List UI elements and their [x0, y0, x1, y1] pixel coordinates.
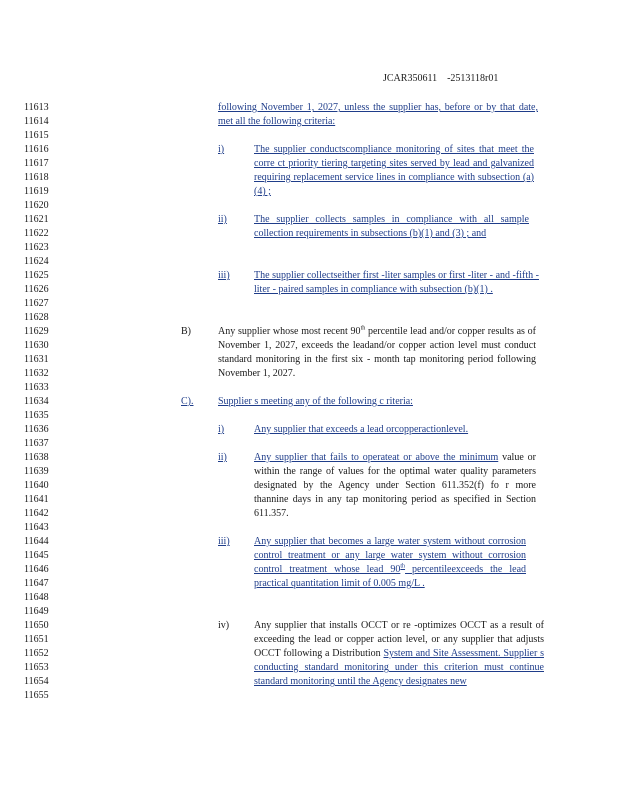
line-number: 11613 [24, 102, 49, 113]
line-number: 11619 [24, 186, 49, 197]
section-b-text-2: percentile lead and/or copper results as of November 1, 2027, exceeds the leadand/or copper action level must conduct standard monitoring in the first six - month tap monitoring period following November 1, 2027. [218, 326, 536, 379]
item-i-marker: i) [218, 144, 225, 155]
c-item-ii-underlined: Any supplier that fails to operateat or above the minimum [254, 452, 499, 463]
c-item-iii-text-1: Any supplier that becomes a large water system without corrosion control treatment or any large water system without corrosion control treatment whose lead 90 [254, 536, 526, 575]
line-number: 11640 [24, 480, 49, 491]
line-number: 11649 [24, 606, 49, 617]
section-c-marker: C). [181, 396, 194, 407]
line-number: 11651 [24, 634, 49, 645]
item-iii-body: The supplier collectseither first -liter samples or first -liter - and -fifth -liter - paired samples in compliance with subsection (b)(1) . [254, 270, 539, 295]
line-number: 11645 [24, 550, 49, 561]
c-item-iii-superscript: th [400, 563, 406, 570]
item-ii-text [254, 213, 529, 241]
line-number: 11655 [24, 690, 49, 701]
line-number: 11627 [24, 298, 49, 309]
line-number: 11631 [24, 354, 49, 365]
line-number: 11628 [24, 312, 49, 323]
section-b-marker: B) [181, 326, 191, 337]
line-number: 11648 [24, 592, 49, 603]
c-item-ii-rest: value or within the range of values for the optimal water quality parameters designated by the Agency under Section 611.352(f) fo r more thannine days in any tap monitoring period as specified in Section 611.357. [254, 452, 536, 519]
c-item-iii-marker: iii) [218, 536, 230, 547]
c-item-i-text: Any supplier that exceeds a lead orcopperactionlevel. [254, 424, 469, 435]
c-item-iv-text [254, 619, 544, 689]
item-i-text [254, 143, 534, 199]
line-number: 11638 [24, 452, 49, 463]
section-b-text-1: Any supplier whose most recent 90 [218, 326, 361, 337]
section-b-superscript: th [360, 325, 366, 332]
line-number: 11615 [24, 130, 49, 141]
line-number: 11622 [24, 228, 49, 239]
line-number: 11630 [24, 340, 49, 351]
c-item-i-marker: i) [218, 424, 225, 435]
line-number: 11635 [24, 410, 49, 421]
intro-paragraph: following November 1, 2027, unless the supplier has, before or by that date, met all the following criteria: [218, 102, 538, 127]
section-b-text [218, 325, 536, 381]
line-number: 11636 [24, 424, 49, 435]
line-number: 11647 [24, 578, 49, 589]
line-number: 11633 [24, 382, 49, 393]
c-item-ii-marker: ii) [218, 452, 227, 463]
line-number: 11652 [24, 648, 49, 659]
line-number: 11620 [24, 200, 49, 211]
c-item-iv-underlined: System and Site Assessment. Supplier s conducting standard monitoring under this criterion must continue standard monitoring until the Agency designates new [254, 648, 544, 687]
item-iii-marker: iii) [218, 270, 230, 281]
item-ii-body: The supplier collects samples in compliance with all sample collection requirements in subsections (b)(1) and (3) ; and [254, 214, 529, 239]
section-c-heading: Supplier s meeting any of the following c riteria: [218, 396, 413, 407]
line-number: 11626 [24, 284, 49, 295]
line-number: 11650 [24, 620, 49, 631]
line-number: 11643 [24, 522, 49, 533]
line-number: 11617 [24, 158, 49, 169]
line-number: 11618 [24, 172, 49, 183]
item-i-body: The supplier conductscompliance monitoring of sites that meet the corre ct priority tiering targeting sites served by lead and galvanized requiring replacement service lines in compliance with subsection (a)(4) ; [254, 144, 534, 197]
line-number: 11646 [24, 564, 49, 575]
line-number: 11621 [24, 214, 49, 225]
c-item-iv-plain: Any supplier that installs OCCT or re -optimizes OCCT as a result of exceeding the lead or copper action level, or any supplier that adjusts OCCT following a Distribution [254, 620, 544, 659]
line-number: 11641 [24, 494, 49, 505]
c-item-iii-text [254, 535, 526, 591]
line-number: 11614 [24, 116, 49, 127]
line-number: 11634 [24, 396, 49, 407]
line-number: 11653 [24, 662, 49, 673]
line-number: 11629 [24, 326, 49, 337]
c-item-ii-text [254, 451, 536, 521]
document-id-header: JCAR350611 -2513118r01 [383, 73, 499, 84]
line-number: 11632 [24, 368, 49, 379]
line-number: 11637 [24, 438, 49, 449]
line-number: 11616 [24, 144, 49, 155]
line-number: 11644 [24, 536, 49, 547]
line-number: 11625 [24, 270, 49, 281]
c-item-iii-text-2: percentileexceeds the lead practical quantitation limit of 0.005 mg/L . [254, 564, 527, 589]
item-ii-marker: ii) [218, 214, 227, 225]
c-item-iv-marker: iv) [218, 620, 230, 631]
line-number: 11639 [24, 466, 49, 477]
item-iii-text [254, 269, 539, 297]
line-number: 11654 [24, 676, 49, 687]
line-number: 11624 [24, 256, 49, 267]
line-number: 11642 [24, 508, 49, 519]
line-number: 11623 [24, 242, 49, 253]
